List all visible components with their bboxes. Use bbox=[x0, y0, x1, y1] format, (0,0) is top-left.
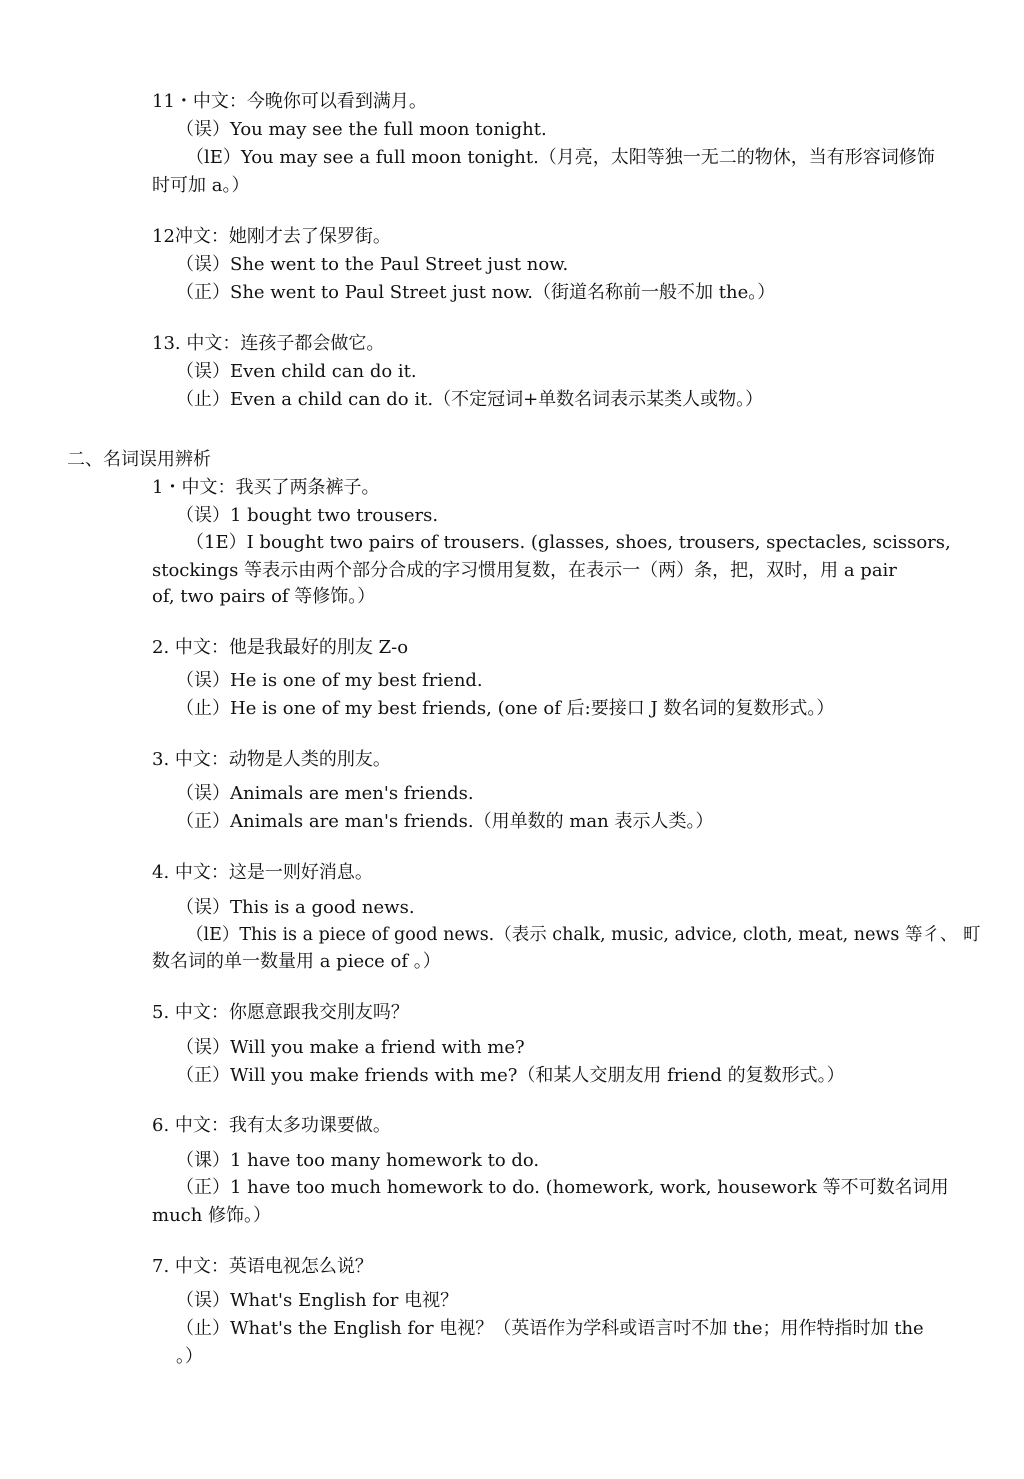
entry-12-wrong: （误）She went to the Paul Street just now. bbox=[176, 254, 569, 275]
noun-7-right: （止）What's the English for 电视？（英语作为学科或语言吋不加 the；用作特指时加 the bbox=[176, 1318, 924, 1339]
noun-2-wrong: （误）He is one of my best friend. bbox=[176, 670, 483, 691]
entry-12-heading: 12冲文：她刚才去了保罗街。 bbox=[152, 226, 391, 247]
entry-13-wrong: （误）Even child can do it. bbox=[176, 361, 417, 382]
noun-5-right: （正）Will you make friends with me?（和某人交朋友用 friend 的复数形式。） bbox=[176, 1065, 845, 1086]
entry-13-right: （止）Even a child can do it.（不定冠词+单数名词表示某类人或物。） bbox=[176, 389, 764, 410]
noun-5-wrong: （误）Will you make a friend with me? bbox=[176, 1037, 525, 1058]
noun-1-right: （1E）I bought two pairs of trousers. (glasses, shoes, trousers, spectacles, scissors, bbox=[186, 532, 951, 553]
noun-4-wrong: （误）This is a good news. bbox=[176, 897, 415, 918]
noun-1-heading: 1・中文：我买了两条裤子。 bbox=[152, 477, 380, 498]
section-title: 二、名词误用辨析 bbox=[67, 449, 211, 470]
entry-11-wrong: （误）You may see the full moon tonight. bbox=[176, 119, 547, 140]
entry-11-continuation: 时可加 a。） bbox=[152, 175, 250, 196]
noun-4-right: （lE）This is a piece of good news.（表示 chalk, music, advice, cloth, meat, news 等彳、 町 bbox=[186, 925, 981, 945]
entry-11-right: （lE）You may see a full moon tonight.（月亮，太阳等独一无二的物休，当有形容词修饰 bbox=[186, 147, 935, 168]
noun-6-heading: 6. 中文：我有太多功课要做。 bbox=[152, 1115, 391, 1136]
entry-13-heading: 13. 中文：连孩子都会做它。 bbox=[152, 333, 385, 354]
noun-6-right: （正）1 have too much homework to do. (homework, work, housework 等不可数名词用 bbox=[176, 1177, 949, 1198]
entry-12-right: （正）She went to Paul Street just now.（街道名称前一般不加 the。） bbox=[176, 282, 776, 303]
noun-1-wrong: （误）1 bought two trousers. bbox=[176, 505, 439, 526]
noun-7-continuation: 。） bbox=[176, 1346, 203, 1367]
noun-6-continuation: much 修饰。） bbox=[152, 1205, 272, 1226]
noun-1-continuation: stockings 等表示由两个部分合成的字习惯用复数，在表示一（两）条，把，双时，用 a pair bbox=[152, 560, 897, 581]
noun-6-wrong: （课）1 have too many homework to do. bbox=[176, 1150, 540, 1171]
noun-3-wrong: （误）Animals are men's friends. bbox=[176, 783, 474, 804]
noun-1-continuation-2: of, two pairs of 等修饰。） bbox=[152, 586, 376, 607]
noun-2-right: （止）He is one of my best friends, (one of 后:要接口 J 数名词的复数形式。） bbox=[176, 698, 835, 719]
noun-2-heading: 2. 中文：他是我最好的刖友 Z-o bbox=[152, 637, 409, 658]
entry-11-heading: 11・中文：今晚你可以看到满月。 bbox=[152, 91, 427, 112]
noun-3-right: （正）Animals are man's friends.（用单数的 man 表示人类。） bbox=[176, 811, 714, 832]
noun-3-heading: 3. 中文：动物是人类的刖友。 bbox=[152, 749, 391, 770]
noun-7-wrong: （误）What's English for 电视？ bbox=[176, 1290, 459, 1311]
noun-4-continuation: 数名词的单一数量用 a piece of 。） bbox=[152, 951, 441, 972]
noun-5-heading: 5. 中文：你愿意跟我交刖友吗？ bbox=[152, 1002, 409, 1023]
noun-4-heading: 4. 中文：这是一则好消息。 bbox=[152, 862, 373, 883]
noun-7-heading: 7. 中文：英语电视怎么说？ bbox=[152, 1256, 373, 1277]
